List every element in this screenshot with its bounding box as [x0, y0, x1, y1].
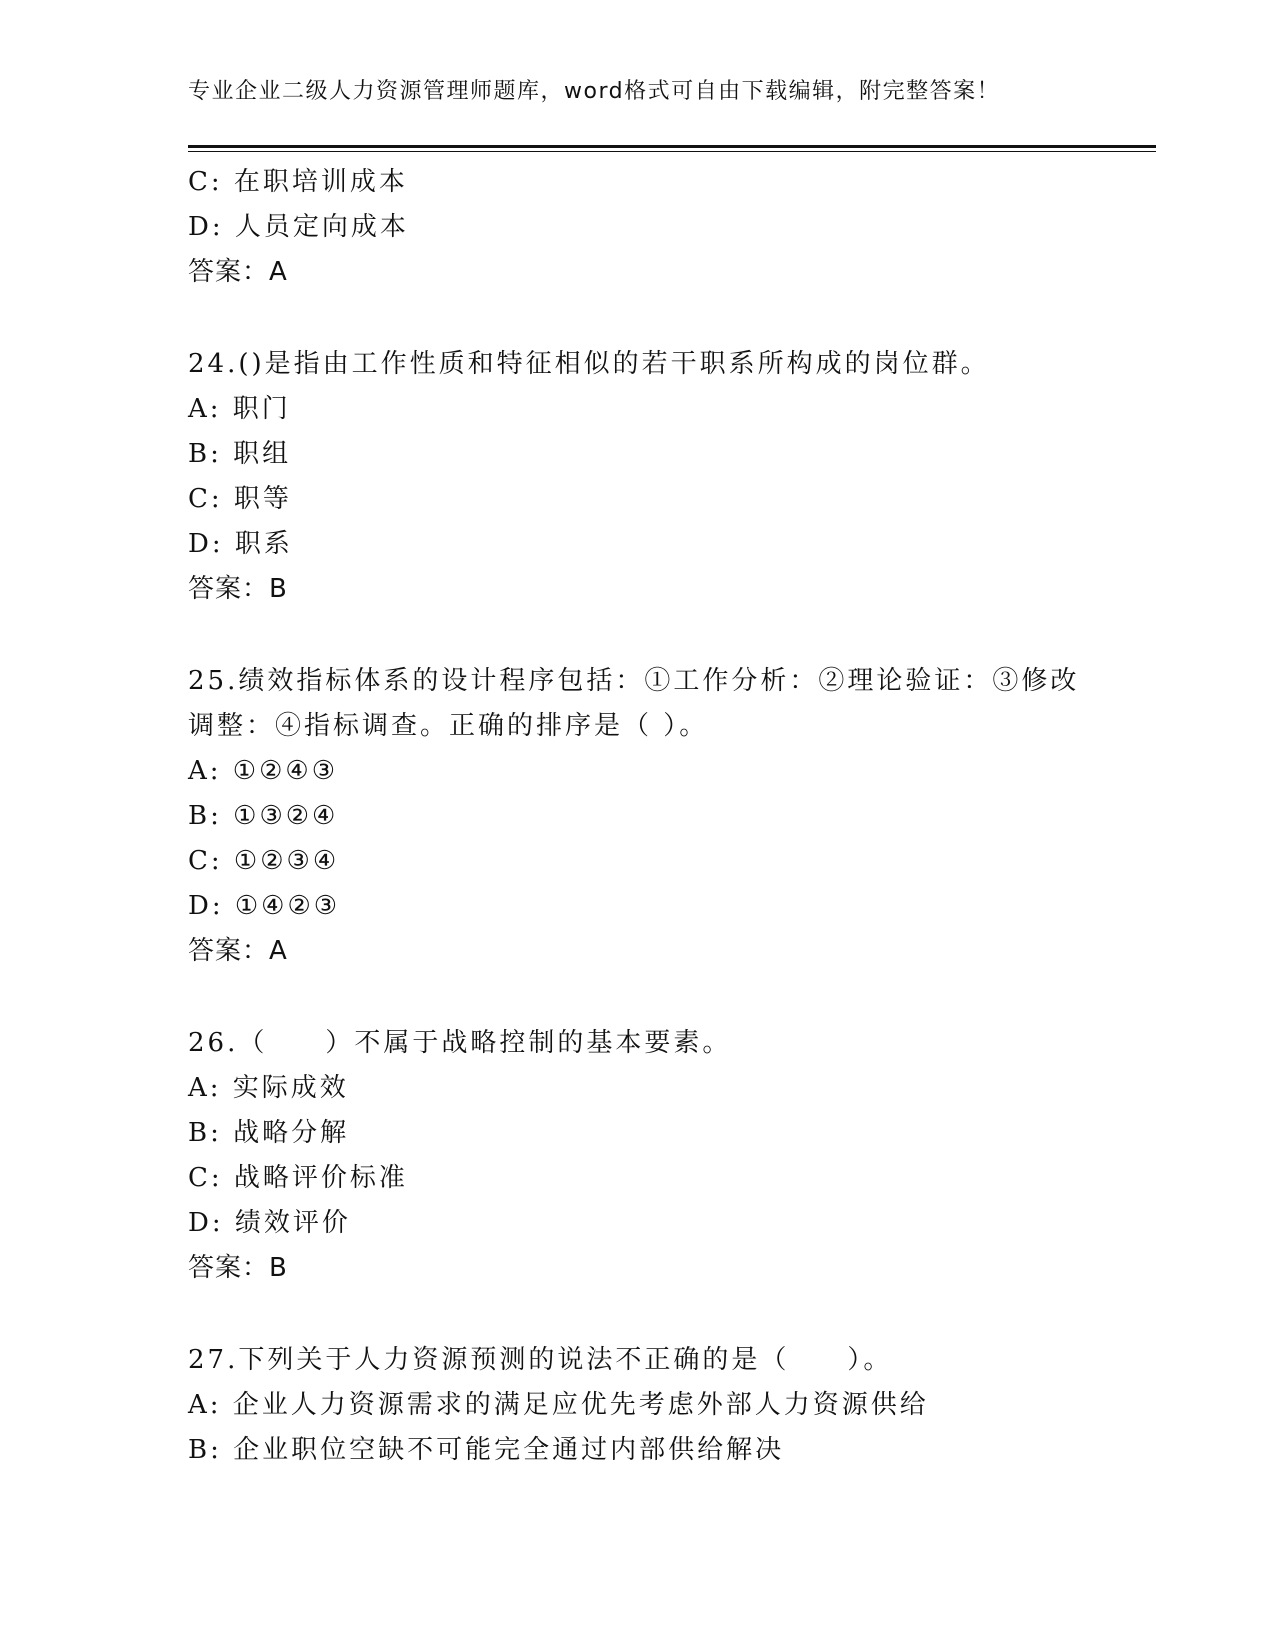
- option-b: B: 战略分解: [188, 1118, 350, 1148]
- question-stem: 27.下列关于人力资源预测的说法不正确的是（ ）。: [188, 1345, 893, 1375]
- question-25: [188, 659, 1118, 974]
- option-a: A: 职门: [188, 394, 291, 424]
- option-a: A: ①②④③: [188, 756, 339, 786]
- spacer: [188, 295, 1118, 342]
- option-d: D: 人员定向成本: [188, 212, 409, 242]
- question-26: [188, 1021, 1118, 1291]
- answer: 答案：B: [188, 1253, 288, 1283]
- answer: 答案：A: [188, 257, 288, 287]
- spacer: [188, 974, 1118, 1021]
- option-d: D: 职系: [188, 529, 293, 559]
- answer: 答案：A: [188, 936, 288, 966]
- answer: 答案：B: [188, 574, 288, 604]
- question-stem: 26.（ ）不属于战略控制的基本要素。: [188, 1028, 732, 1058]
- option-d: D: ①④②③: [188, 891, 341, 921]
- option-b: B: 企业职位空缺不可能完全通过内部供给解决: [188, 1435, 785, 1465]
- page-header: 专业企业二级人力资源管理师题库，word格式可自由下载编辑，附完整答案！: [188, 79, 1001, 104]
- option-a: A: 企业人力资源需求的满足应优先考虑外部人力资源供给: [188, 1390, 929, 1420]
- option-a: A: 实际成效: [188, 1073, 349, 1103]
- question-stem-line-1: 25.绩效指标体系的设计程序包括：①工作分析：②理论验证：③修改: [188, 666, 1080, 696]
- option-c: C: 职等: [188, 484, 292, 514]
- option-c: C: 在职培训成本: [188, 167, 408, 197]
- header-rule-thick: [188, 145, 1156, 148]
- spacer: [188, 612, 1118, 659]
- option-d: D: 绩效评价: [188, 1208, 351, 1238]
- option-c: C: ①②③④: [188, 846, 340, 876]
- spacer: [188, 1291, 1118, 1338]
- question-stem-line-2: 调整：④指标调查。正确的排序是（ ）。: [188, 711, 709, 741]
- question-23-tail: [188, 160, 1118, 295]
- question-24: [188, 342, 1118, 612]
- question-27: [188, 1338, 1118, 1473]
- header-rule-thin: [188, 151, 1156, 152]
- option-c: C: 战略评价标准: [188, 1163, 408, 1193]
- option-b: B: ①③②④: [188, 801, 339, 831]
- option-b: B: 职组: [188, 439, 292, 469]
- question-list: [188, 160, 1118, 1473]
- question-stem: 24.()是指由工作性质和特征相似的若干职系所构成的岗位群。: [188, 349, 990, 379]
